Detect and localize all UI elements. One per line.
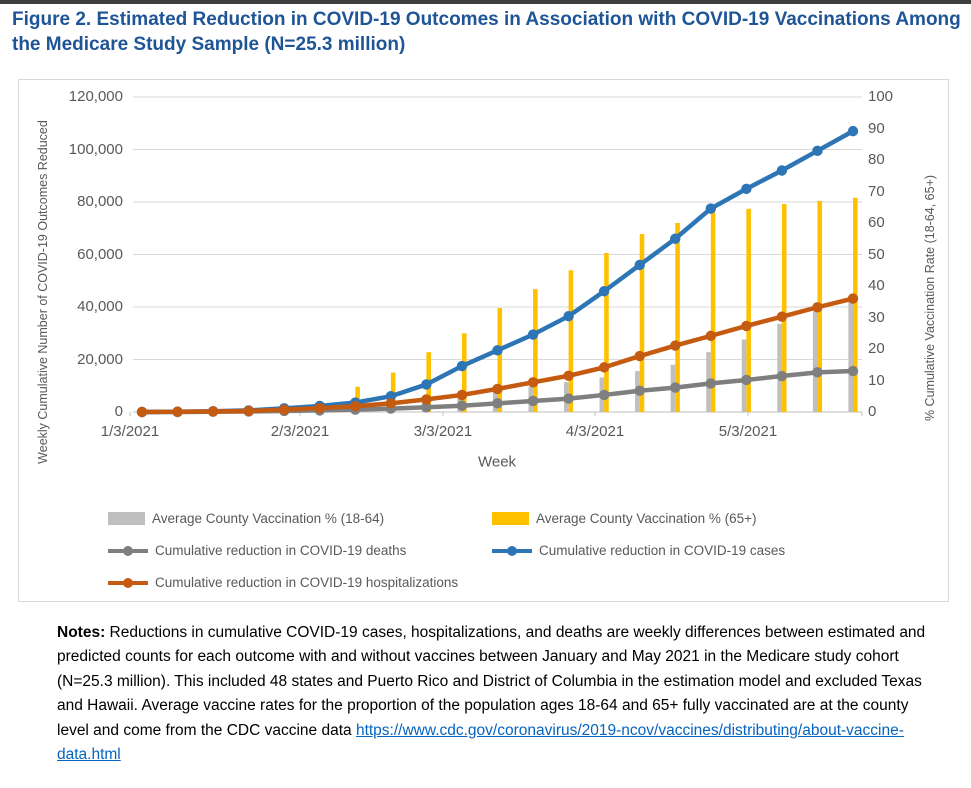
y-right-tick-label: 0	[868, 403, 877, 420]
cdc-vaccine-data-link[interactable]: https://www.cdc.gov/coronavirus/2019-ncov/vaccines/distributing/about-vaccine-data.html	[57, 721, 904, 764]
legend-label: Average County Vaccination % (18-64)	[152, 510, 385, 526]
legend-item	[492, 542, 785, 558]
window-top-edge	[0, 0, 971, 4]
legend-swatch-line-icon	[492, 544, 532, 557]
legend-swatch-line-icon	[108, 576, 148, 589]
y-left-tick-label: 60,000	[77, 245, 123, 263]
y-right-tick-label: 100	[868, 88, 894, 105]
y-left-tick-label: 0	[114, 403, 123, 420]
legend-swatch-bar-icon	[108, 512, 145, 525]
x-axis-tick-label: 4/3/2021	[565, 423, 625, 440]
notes-body: Reductions in cumulative COVID-19 cases, hospitalizations, and deaths are weekly differences between estimated and predicted counts for each outcome with and without vaccines between January and May 2021 in the Medicare study cohort (N=25.3 million). This included 48 states and Puerto Rico and District of Columbia in the estimation model and excluded Texas and Hawaii. Average vaccine rates for the proportion of the population ages 18-64 and 65+ fully vaccinated are at the county level and come from the CDC vaccine data	[57, 624, 926, 739]
legend-item	[492, 510, 757, 526]
legend-label: Cumulative reduction in COVID-19 deaths	[155, 542, 407, 558]
y-left-tick-label: 20,000	[77, 350, 123, 368]
y-right-tick-label: 30	[868, 308, 885, 326]
legend-swatch-line-icon	[108, 544, 148, 557]
y-axis-right-title: % Cumulative Vaccination Rate (18-64, 65+)	[923, 174, 937, 422]
y-right-tick-label: 40	[868, 277, 885, 294]
notes-paragraph	[57, 621, 941, 768]
legend-label: Cumulative reduction in COVID-19 hospitalizations	[155, 574, 459, 590]
y-right-tick-label: 10	[868, 371, 885, 389]
chart-area	[18, 79, 949, 602]
y-right-tick-label: 60	[868, 214, 885, 231]
y-right-tick-label: 80	[868, 151, 885, 168]
x-axis-tick-label: 1/3/2021	[100, 423, 160, 440]
figure-title: Figure 2. Estimated Reduction in COVID-19 Outcomes in Association with COVID-19 Vaccinations Among the Medicare Study Sample (N=25.3 million)	[12, 9, 961, 56]
x-axis-tick-label: 3/3/2021	[413, 423, 473, 440]
legend-item	[108, 542, 406, 558]
legend-label: Average County Vaccination % (65+)	[536, 510, 757, 526]
x-axis-title: Week	[477, 453, 517, 471]
y-left-tick-label: 120,000	[68, 88, 123, 105]
legend-item	[108, 510, 384, 526]
x-axis-tick-label: 5/3/2021	[718, 423, 778, 440]
y-right-tick-label: 90	[868, 119, 885, 137]
legend-label: Cumulative reduction in COVID-19 cases	[539, 542, 786, 558]
y-left-tick-label: 40,000	[77, 298, 123, 315]
y-axis-left-title: Weekly Cumulative Number of COVID-19 Outcomes Reduced	[36, 120, 50, 464]
x-axis-tick-label: 2/3/2021	[270, 423, 330, 440]
legend-item	[108, 574, 458, 590]
y-right-tick-label: 20	[868, 340, 885, 357]
y-right-tick-label: 70	[868, 182, 885, 200]
y-left-tick-label: 100,000	[68, 140, 123, 158]
legend-swatch-bar-icon	[492, 512, 529, 525]
y-right-tick-label: 50	[868, 245, 885, 263]
notes-label: Notes:	[57, 624, 106, 641]
y-left-tick-label: 80,000	[77, 193, 123, 210]
